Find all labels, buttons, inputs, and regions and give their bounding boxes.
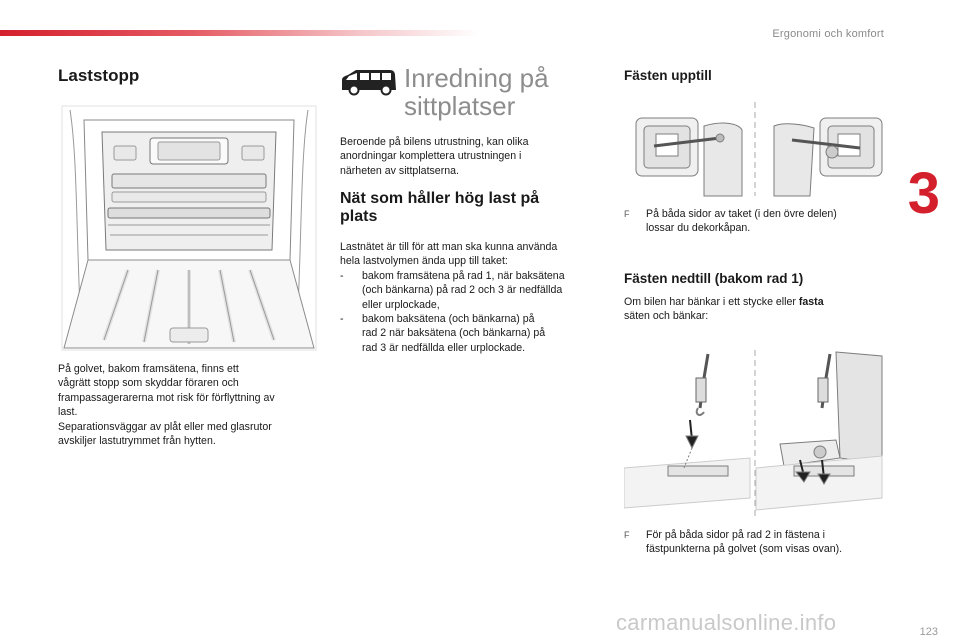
net-heading-line: Nät som håller hög last på [340, 190, 540, 207]
lower-intro-line [624, 295, 886, 309]
laststopp-heading: Laststopp [58, 66, 140, 85]
bullet-marker: F [624, 530, 630, 540]
net-body-line: Lastnätet är till för att man ska kunna använda [340, 241, 558, 253]
page-number: 123 [919, 626, 938, 638]
cargo-stop-illustration [58, 100, 320, 355]
list-item-line: eller urplockade, [362, 298, 440, 311]
lower-anchor-text [624, 528, 886, 557]
list-item-line: (och bänkarna) på rad 2 och 3 är nedfällda [362, 284, 563, 297]
roof-anchor-illustration [624, 100, 886, 198]
list-item [340, 269, 602, 312]
bullet-marker: F [624, 209, 630, 219]
net-body [340, 240, 602, 355]
intro-line: anordningar komplettera utrustningen i [340, 150, 522, 163]
laststopp-text [58, 362, 320, 448]
floor-anchor-illustration [624, 348, 886, 520]
laststopp-para2-line: avskiljer lastutrymmet från hytten. [58, 435, 216, 448]
list-item [624, 528, 886, 557]
cargo-area-illustration [58, 100, 320, 360]
net-body-line: hela lastvolymen ända upp till taket: [340, 255, 508, 268]
upper-anchor-text [624, 207, 886, 236]
net-heading-line: plats [340, 208, 378, 225]
dash-marker: - [340, 313, 344, 326]
header-accent-bar [0, 30, 480, 36]
inredning-title [404, 64, 549, 120]
lower-anchors-heading: Fästen nedtill (bakom rad 1) [624, 271, 804, 286]
dash-marker: - [340, 269, 344, 282]
list-item-line: bakom framsätena på rad 1, när baksätena [362, 269, 565, 282]
lower-intro-pre: Om bilen har bänkar i ett stycke eller [624, 296, 799, 308]
van-icon [340, 68, 398, 101]
section-label: Ergonomi och komfort [772, 28, 884, 40]
lower-anchor-intro [624, 295, 886, 324]
lower-anchor-illustration [624, 348, 886, 525]
list-item [624, 207, 886, 236]
list-item-line: rad 3 är nedfällda eller urplockade. [362, 341, 526, 354]
upper-anchors-heading: Fästen upptill [624, 68, 712, 83]
watermark: carmanualsonline.info [616, 610, 837, 635]
chapter-number: 3 [907, 161, 940, 226]
lower-intro-line: säten och bänkar: [624, 310, 709, 323]
inredning-title-line: sittplatser [404, 91, 516, 121]
intro-line: närheten av sittplatserna. [340, 164, 459, 177]
list-item [340, 312, 602, 355]
list-item-line: rad 2 när baksätena (och bänkarna) på [362, 327, 546, 340]
bullet-line: På båda sidor av taket (i den övre delen) [646, 208, 837, 220]
bullet-line: För på båda sidor på rad 2 in fästena i [646, 529, 826, 541]
list-item-line: bakom baksätena (och bänkarna) på [362, 313, 535, 326]
inredning-intro [340, 135, 602, 178]
intro-line: Beroende på bilens utrustning, kan olika [340, 136, 529, 148]
laststopp-para1-line: På golvet, bakom framsätena, finns ett [58, 363, 239, 375]
laststopp-para2-line: Separationsväggar av plåt eller med glasrutor [58, 420, 272, 433]
laststopp-para1-line: frampassagerarerna mot risk för förflyttning av [58, 391, 275, 404]
net-heading [340, 190, 539, 226]
lower-intro-bold: fasta [798, 296, 824, 308]
upper-anchor-illustration [624, 100, 886, 203]
bullet-line: fästpunkterna på golvet (som visas ovan). [646, 543, 843, 556]
bullet-line: lossar du dekorkåpan. [646, 222, 751, 235]
laststopp-para1-line: last. [58, 406, 78, 419]
laststopp-para1-line: vågrätt stopp som skyddar föraren och [58, 377, 239, 390]
inredning-title-line: Inredning på [404, 63, 549, 93]
